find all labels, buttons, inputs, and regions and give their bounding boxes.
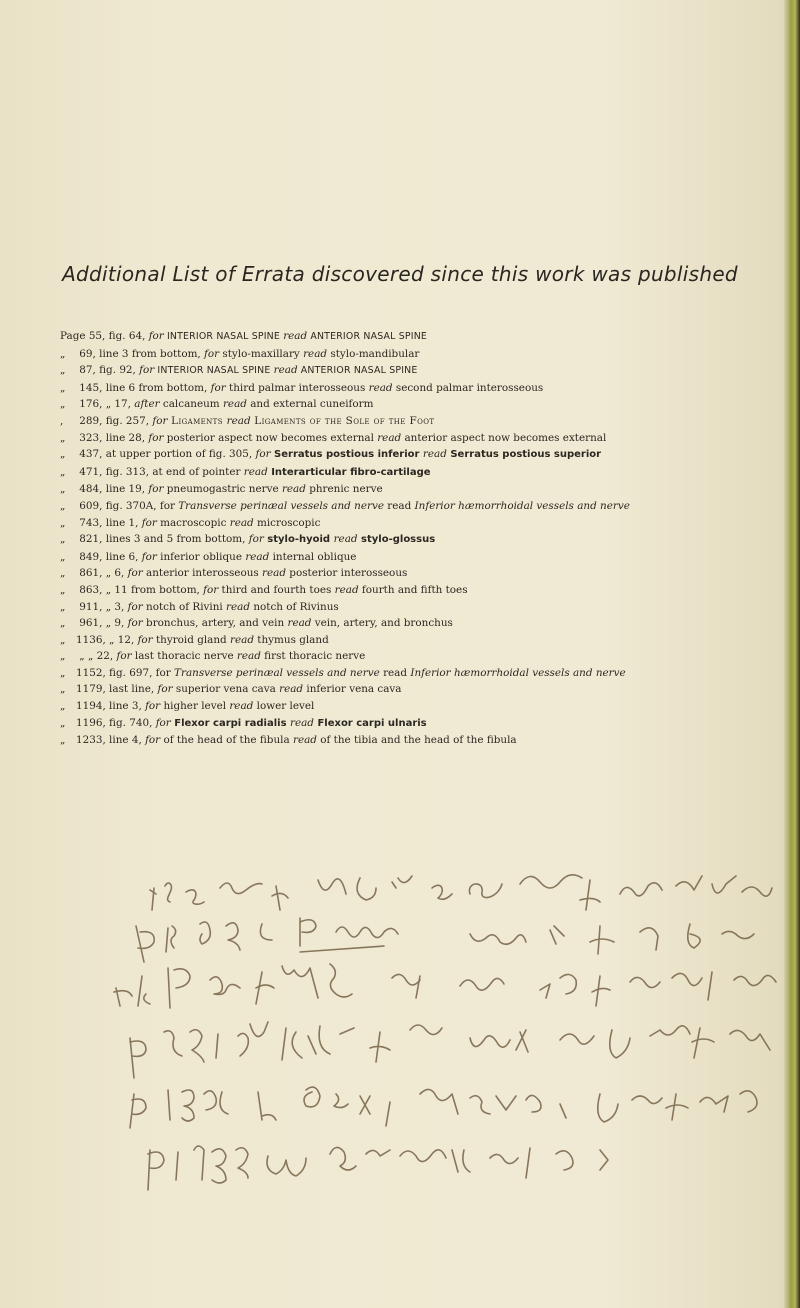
errata-ref: 961, „ 9, xyxy=(76,617,128,630)
errata-line xyxy=(60,396,780,413)
errata-read-word: read xyxy=(333,533,358,546)
errata-read-word: read xyxy=(226,600,251,613)
page-prefix: „ xyxy=(60,483,66,496)
errata-line xyxy=(60,362,780,380)
page-prefix: „ xyxy=(60,431,66,444)
errata-wrong-text: Transverse perinæal vessels and nerve xyxy=(178,499,384,512)
errata-wrong-text: inferior oblique xyxy=(156,550,246,563)
page-prefix: „ xyxy=(60,347,66,360)
errata-wrong-text: INTERIOR NASAL SPINE xyxy=(154,365,274,377)
errata-read-word: read xyxy=(287,617,312,630)
errata-read-word: read xyxy=(383,499,415,512)
errata-line xyxy=(60,464,780,482)
errata-read-word: read xyxy=(273,364,298,377)
errata-correct-text: ANTERIOR NASAL SPINE xyxy=(297,365,418,377)
errata-ref: 1233, line 4, xyxy=(76,734,146,747)
errata-ref: 69, line 3 from bottom, xyxy=(76,347,205,360)
errata-for-word: for xyxy=(127,617,143,630)
page-prefix: „ xyxy=(60,516,66,529)
errata-line xyxy=(60,632,780,649)
errata-read-word: read xyxy=(229,516,254,529)
page-prefix: „ xyxy=(60,734,66,747)
page-prefix: „ xyxy=(60,666,66,679)
errata-correct-text: and external cuneiform xyxy=(246,398,374,411)
errata-ref: 145, line 6 from bottom, xyxy=(76,381,211,394)
errata-wrong-text: third palmar interosseous xyxy=(225,381,369,394)
errata-ref: 821, lines 3 and 5 from bottom, xyxy=(76,533,249,546)
errata-wrong-text: stylo-maxillary xyxy=(219,347,304,360)
errata-ref: 863, „ 11 from bottom, xyxy=(76,583,204,596)
errata-for-word: for xyxy=(255,448,271,461)
errata-correct-text: stylo-glossus xyxy=(357,534,436,546)
errata-read-word: read xyxy=(292,734,317,747)
errata-for-word: for xyxy=(248,533,264,546)
errata-line xyxy=(60,615,780,632)
errata-line xyxy=(60,481,780,498)
errata-correct-text: fourth and fifth toes xyxy=(358,583,468,596)
errata-wrong-text: last thoracic nerve xyxy=(131,650,237,663)
errata-line xyxy=(60,346,780,363)
errata-wrong-text: superior vena cava xyxy=(172,683,280,696)
errata-read-word: read xyxy=(377,431,402,444)
errata-correct-text: posterior interosseous xyxy=(286,567,408,580)
page-prefix: „ xyxy=(60,465,66,478)
errata-line xyxy=(60,648,780,665)
errata-line xyxy=(60,698,780,715)
page-prefix: „ xyxy=(60,700,66,713)
errata-line xyxy=(60,665,780,682)
errata-ref: „ „ 22, xyxy=(76,650,117,663)
errata-read-word: read xyxy=(229,700,254,713)
errata-correct-text: Inferior hæmorrhoidal vessels and nerve xyxy=(414,499,630,512)
errata-wrong-text: stylo-hyoid xyxy=(263,534,334,546)
errata-for-word: after xyxy=(134,398,160,411)
errata-correct-text: vein, artery, and bronchus xyxy=(311,617,453,630)
errata-wrong-text: INTERIOR NASAL SPINE xyxy=(163,331,284,342)
errata-wrong-text: Serratus postious inferior xyxy=(270,449,423,461)
errata-for-word: for xyxy=(203,583,219,596)
errata-ref: 1136, „ 12, xyxy=(76,633,138,646)
handwritten-annotations xyxy=(0,868,800,1228)
errata-line xyxy=(60,380,780,397)
page-prefix: „ xyxy=(60,533,66,546)
errata-wrong-text: anterior interosseous xyxy=(142,567,263,580)
page-prefix: „ xyxy=(60,567,66,580)
errata-read-word: read xyxy=(222,398,247,411)
page-prefix: „ xyxy=(60,633,66,646)
errata-for-word: for xyxy=(137,633,153,646)
errata-read-word: read xyxy=(334,583,359,596)
errata-line xyxy=(60,446,780,464)
errata-correct-text: stylo-mandibular xyxy=(327,347,420,360)
errata-ref: 849, line 6, xyxy=(76,550,142,563)
errata-line xyxy=(60,531,780,549)
errata-correct-text: Inferior hæmorrhoidal vessels and nerve xyxy=(410,666,626,679)
errata-ref: 289, fig. 257, xyxy=(76,414,153,427)
errata-line xyxy=(60,715,780,733)
errata-for-word: for xyxy=(127,600,143,613)
errata-line xyxy=(60,430,780,447)
errata-for-word: for xyxy=(141,516,157,529)
errata-ref: 471, fig. 313, at end of pointer xyxy=(76,465,244,478)
errata-line xyxy=(60,515,780,532)
errata-for-word: for xyxy=(204,347,220,360)
errata-for-word: for xyxy=(155,716,171,729)
errata-ref: fig. 64, xyxy=(105,330,149,342)
errata-read-word: read xyxy=(236,650,261,663)
errata-correct-text: Flexor carpi ulnaris xyxy=(313,717,427,729)
errata-wrong-text: pneumogastric nerve xyxy=(163,483,282,496)
errata-wrong-text: posterior aspect now becomes external xyxy=(163,431,378,444)
errata-read-word: read xyxy=(243,465,268,478)
errata-line xyxy=(60,565,780,582)
errata-correct-text: Interarticular fibro-cartilage xyxy=(267,466,431,478)
errata-wrong-text: thyroid gland xyxy=(152,633,231,646)
errata-line xyxy=(60,549,780,566)
errata-for-word: for xyxy=(141,550,157,563)
errata-correct-text: Ligaments of the Sole of the Foot xyxy=(250,414,435,427)
page-prefix: „ xyxy=(60,600,66,613)
errata-line xyxy=(60,732,780,749)
page-prefix: Page 55, xyxy=(60,330,106,342)
errata-ref: 743, line 1, xyxy=(76,516,142,529)
errata-for-word: for xyxy=(157,683,173,696)
errata-correct-text: thymus gland xyxy=(253,633,329,646)
errata-line xyxy=(60,328,780,346)
errata-ref: 911, „ 3, xyxy=(76,600,128,613)
errata-ref: 176, „ 17, xyxy=(76,398,135,411)
errata-ref: 1194, line 3, xyxy=(76,700,146,713)
errata-line xyxy=(60,599,780,616)
errata-correct-text: Serratus postious superior xyxy=(446,449,602,461)
errata-ref: 87, fig. 92, xyxy=(76,364,140,377)
page-prefix: „ xyxy=(60,381,66,394)
errata-read-word: read xyxy=(281,483,306,496)
errata-correct-text: notch of Rivinus xyxy=(250,600,339,613)
errata-for-word: for xyxy=(148,330,164,342)
errata-ref: 861, „ 6, xyxy=(76,567,128,580)
errata-wrong-text: calcaneum xyxy=(159,398,223,411)
errata-ref: 609, fig. 370A, for xyxy=(76,499,179,512)
errata-read-word: read xyxy=(262,567,286,580)
errata-read-word: read xyxy=(422,448,447,461)
page-prefix: , xyxy=(60,414,64,427)
errata-line xyxy=(60,582,780,599)
errata-list xyxy=(60,328,780,749)
errata-read-word: read xyxy=(303,347,328,360)
errata-read-word: read xyxy=(245,550,270,563)
errata-for-word: for xyxy=(145,700,161,713)
page-prefix: „ xyxy=(60,617,66,630)
errata-for-word: for xyxy=(148,483,164,496)
errata-ref: 1152, fig. 697, for xyxy=(76,666,175,679)
page-prefix: „ xyxy=(60,398,66,411)
errata-read-word: read xyxy=(368,381,393,394)
errata-read-word: read xyxy=(230,633,254,646)
errata-wrong-text: of the head of the fibula xyxy=(160,734,293,747)
errata-ref: 437, at upper portion of fig. 305, xyxy=(76,448,256,461)
errata-correct-text: internal oblique xyxy=(269,550,357,563)
errata-line xyxy=(60,498,780,515)
errata-for-word: for xyxy=(148,431,164,444)
errata-correct-text: second palmar interosseous xyxy=(392,381,544,394)
page-prefix: „ xyxy=(60,364,66,377)
errata-read-word: read xyxy=(290,716,314,729)
page-prefix: „ xyxy=(60,583,66,596)
errata-correct-text: phrenic nerve xyxy=(305,483,383,496)
errata-line xyxy=(60,413,780,430)
errata-correct-text: lower level xyxy=(253,700,315,713)
errata-correct-text: of the tibia and the head of the fibula xyxy=(316,734,517,747)
errata-ref: 1179, last line, xyxy=(76,683,158,696)
errata-read-word: read xyxy=(226,414,251,427)
page-prefix: „ xyxy=(60,683,66,696)
errata-correct-text: microscopic xyxy=(253,516,321,529)
errata-read-word: read xyxy=(283,330,308,342)
errata-correct-text: first thoracic nerve xyxy=(260,650,366,663)
errata-wrong-text: bronchus, artery, and vein xyxy=(142,617,288,630)
errata-wrong-text: notch of Rivini xyxy=(142,600,227,613)
page-prefix: „ xyxy=(60,550,66,563)
errata-read-word: read xyxy=(379,666,411,679)
errata-wrong-text: higher level xyxy=(160,700,230,713)
errata-for-word: for xyxy=(116,650,132,663)
errata-heading: Additional List of Errata discovered since this work was published xyxy=(62,262,738,286)
errata-for-word: for xyxy=(152,414,168,427)
errata-read-word: read xyxy=(279,683,304,696)
errata-correct-text: ANTERIOR NASAL SPINE xyxy=(307,331,428,342)
page-prefix: „ xyxy=(60,448,66,461)
page-prefix: „ xyxy=(60,499,66,512)
errata-correct-text: anterior aspect now becomes external xyxy=(401,431,607,444)
errata-ref: 484, line 19, xyxy=(76,483,149,496)
errata-for-word: for xyxy=(145,734,161,747)
errata-wrong-text: Flexor carpi radialis xyxy=(170,717,290,729)
errata-wrong-text: third and fourth toes xyxy=(218,583,335,596)
page-prefix: „ xyxy=(60,650,66,663)
errata-ref: 323, line 28, xyxy=(76,431,149,444)
errata-for-word: for xyxy=(139,364,155,377)
errata-wrong-text: macroscopic xyxy=(156,516,230,529)
errata-wrong-text: Transverse perinæal vessels and nerve xyxy=(174,666,380,679)
errata-correct-text: inferior vena cava xyxy=(303,683,402,696)
errata-for-word: for xyxy=(210,381,226,394)
errata-ref: 1196, fig. 740, xyxy=(76,716,156,729)
errata-for-word: for xyxy=(127,567,143,580)
errata-wrong-text: Ligaments xyxy=(167,414,227,427)
errata-line xyxy=(60,681,780,698)
page-prefix: „ xyxy=(60,716,66,729)
